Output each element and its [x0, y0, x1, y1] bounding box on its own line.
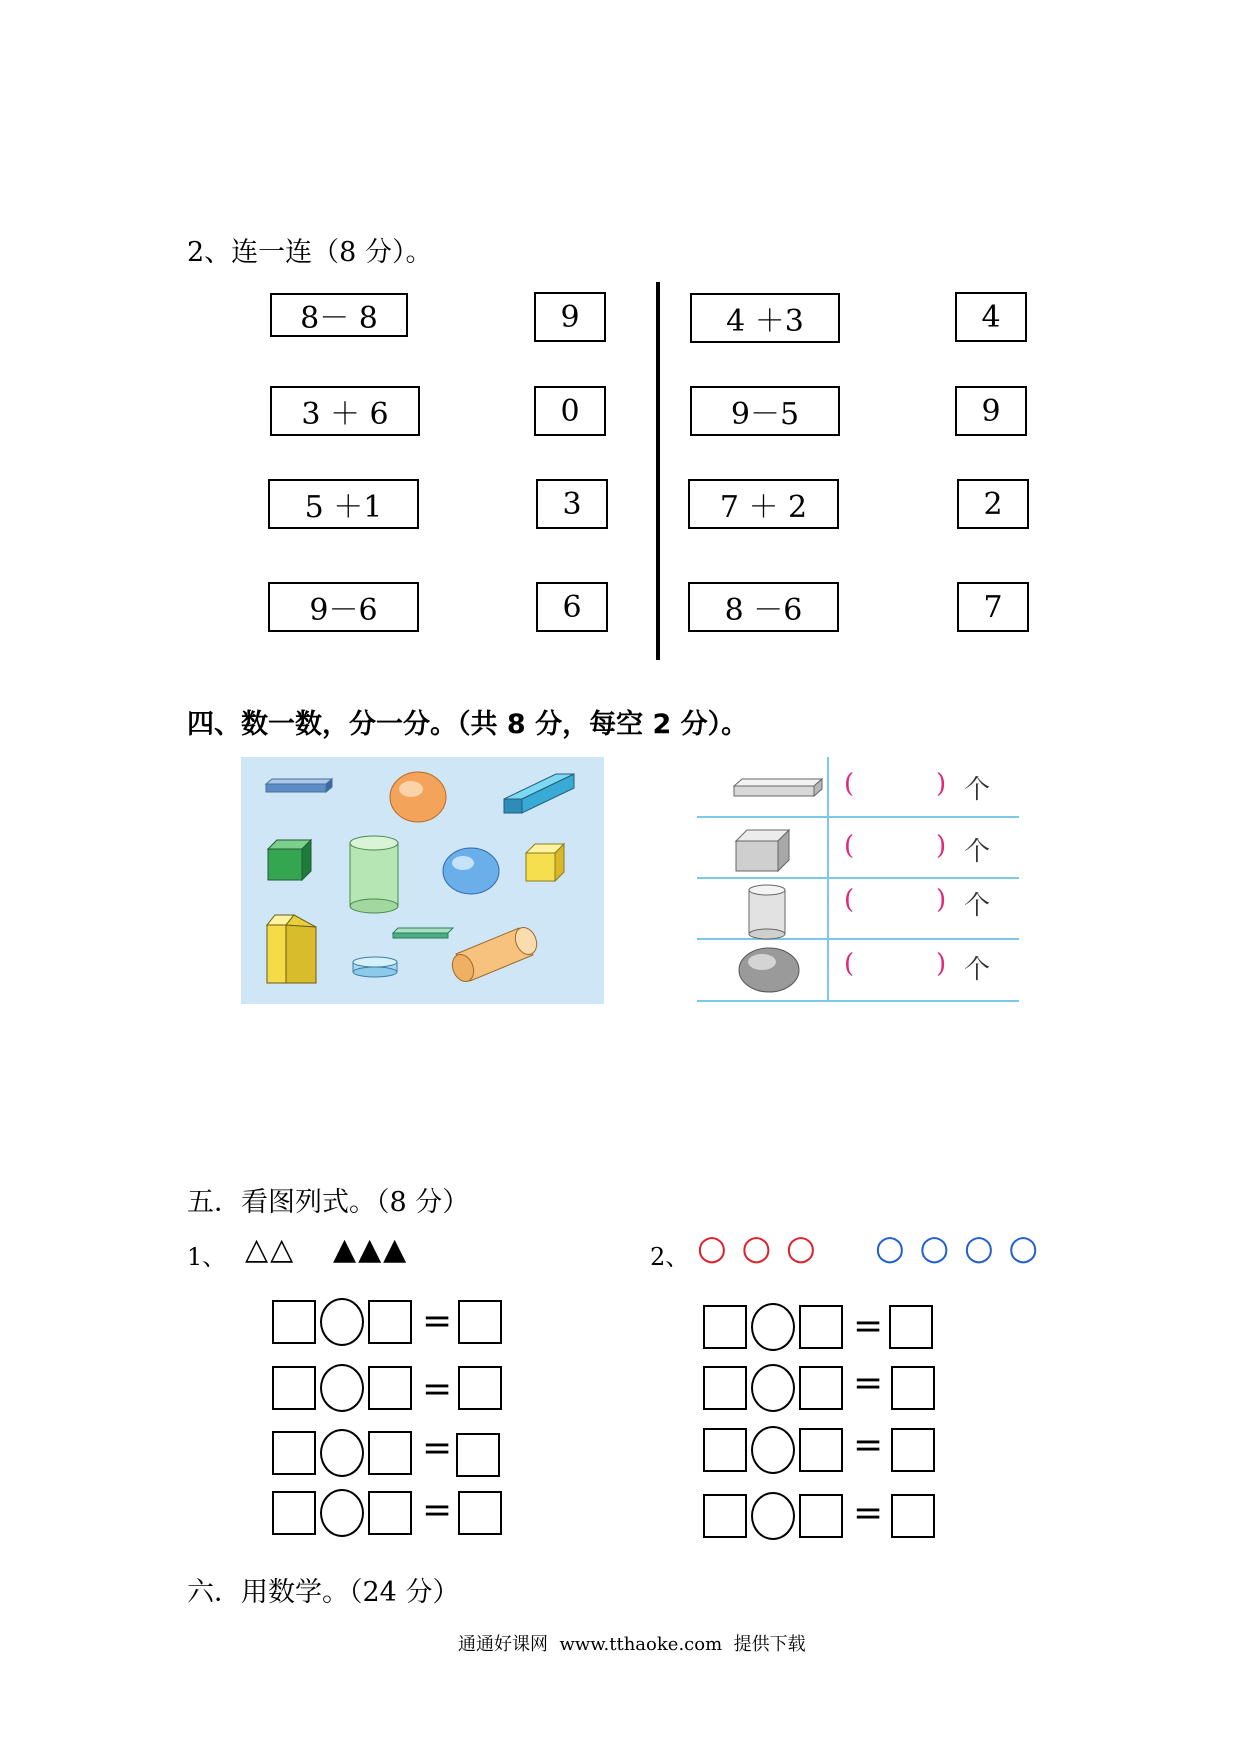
cube-icon	[736, 830, 789, 871]
equation-row	[703, 1426, 943, 1478]
left-expression-box[interactable]	[270, 386, 420, 436]
yellow-cube-icon	[526, 844, 564, 881]
result-box[interactable]	[458, 1300, 502, 1344]
number-box[interactable]	[703, 1494, 747, 1538]
operator-circle[interactable]	[320, 1489, 364, 1537]
count-row	[844, 949, 1014, 985]
answer-text: 9	[981, 393, 1001, 429]
unit-label: 个	[964, 775, 991, 805]
left-answer-box[interactable]	[534, 386, 606, 436]
number-box[interactable]	[799, 1366, 843, 1410]
operator-circle[interactable]	[751, 1364, 795, 1412]
right-answer-box[interactable]	[955, 386, 1027, 436]
flat-cuboid-icon	[266, 779, 332, 792]
expression-text: 3 ＋ 6	[301, 397, 389, 432]
result-box[interactable]	[891, 1428, 935, 1472]
equation-row	[703, 1492, 943, 1544]
equation-row	[272, 1429, 512, 1481]
answer-text: 4	[981, 299, 1001, 335]
blue-sphere-icon	[443, 848, 499, 894]
result-box[interactable]	[891, 1494, 935, 1538]
blue-circles: ○ ○ ○ ○	[875, 1228, 1041, 1268]
close-paren: )	[936, 769, 947, 799]
operator-circle[interactable]	[320, 1429, 364, 1477]
hollow-triangles: △△	[245, 1232, 296, 1267]
number-box[interactable]	[368, 1300, 412, 1344]
apply-section-title: 六．用数学。（24 分）	[187, 1577, 460, 1608]
number-box[interactable]	[799, 1494, 843, 1538]
operator-circle[interactable]	[751, 1426, 795, 1474]
equals-sign: =	[422, 1369, 453, 1410]
result-box[interactable]	[889, 1305, 933, 1349]
answer-blank[interactable]	[862, 831, 932, 863]
equation-section-title: 五．看图列式。（8 分）	[187, 1187, 470, 1218]
number-box[interactable]	[703, 1366, 747, 1410]
equation-row	[272, 1489, 512, 1541]
answer-text: 6	[562, 589, 582, 625]
right-answer-box[interactable]	[957, 582, 1029, 632]
green-cube-icon	[268, 840, 311, 880]
red-circles: ○ ○ ○	[697, 1228, 818, 1268]
right-expression-box[interactable]	[688, 582, 839, 632]
solid-triangles: ▲▲▲	[333, 1232, 409, 1267]
expression-text: 8 －6	[724, 593, 803, 628]
result-box[interactable]	[458, 1366, 502, 1410]
number-box[interactable]	[272, 1491, 316, 1535]
left-expression-box[interactable]	[268, 582, 419, 632]
answer-text: 2	[983, 486, 1003, 522]
count-table	[694, 757, 1024, 1004]
count-row	[844, 769, 1014, 805]
count-row	[844, 885, 1014, 921]
answer-blank[interactable]	[862, 885, 932, 917]
left-answer-box[interactable]	[534, 292, 606, 342]
answer-text: 9	[560, 299, 580, 335]
open-paren: (	[844, 949, 855, 979]
result-box[interactable]	[891, 1366, 935, 1410]
close-paren: )	[936, 949, 947, 979]
number-box[interactable]	[368, 1491, 412, 1535]
close-paren: )	[936, 885, 947, 915]
right-expression-box[interactable]	[690, 293, 840, 343]
equals-sign: =	[853, 1363, 884, 1404]
left-expression-box[interactable]	[270, 293, 408, 337]
expression-text: 9－5	[730, 397, 800, 432]
operator-circle[interactable]	[751, 1492, 795, 1540]
orange-sphere-icon	[390, 772, 446, 822]
shapes-picture	[241, 757, 604, 1004]
unit-label: 个	[964, 837, 991, 867]
number-box[interactable]	[703, 1305, 747, 1349]
number-box[interactable]	[368, 1431, 412, 1475]
number-box[interactable]	[272, 1366, 316, 1410]
result-box[interactable]	[456, 1433, 500, 1477]
result-box[interactable]	[458, 1491, 502, 1535]
equation-row	[703, 1303, 943, 1355]
equals-sign: =	[422, 1301, 453, 1342]
answer-blank[interactable]	[862, 769, 932, 801]
left-answer-box[interactable]	[536, 479, 608, 529]
open-paren: (	[844, 885, 855, 915]
connect-section-title: 2、连一连（8 分）。	[187, 237, 433, 268]
expression-text: 4 ＋3	[726, 304, 804, 339]
equals-sign: =	[853, 1306, 884, 1347]
operator-circle[interactable]	[320, 1298, 364, 1346]
answer-text: 3	[562, 486, 582, 522]
unit-label: 个	[964, 955, 991, 985]
answer-blank[interactable]	[862, 949, 932, 981]
expression-text: 5 ＋1	[304, 490, 383, 525]
right-answer-box[interactable]	[955, 292, 1027, 342]
operator-circle[interactable]	[320, 1364, 364, 1412]
number-box[interactable]	[703, 1428, 747, 1472]
answer-text: 7	[983, 589, 1003, 625]
number-box[interactable]	[799, 1428, 843, 1472]
equals-sign: =	[422, 1490, 453, 1531]
right-answer-box[interactable]	[957, 479, 1029, 529]
question-2-label: 2、	[650, 1243, 690, 1271]
column-divider	[656, 282, 660, 660]
equals-sign: =	[422, 1428, 453, 1469]
close-paren: )	[936, 831, 947, 861]
count-row	[844, 831, 1014, 867]
number-box[interactable]	[272, 1300, 316, 1344]
equals-sign: =	[853, 1425, 884, 1466]
answer-text: 0	[560, 393, 580, 429]
right-expression-box[interactable]	[690, 386, 840, 436]
equation-row	[272, 1364, 512, 1416]
yellow-cuboid-icon	[267, 915, 316, 983]
page-footer: 通通好课网 www.tthaoke.com 提供下载	[458, 1634, 806, 1655]
expression-text: 9－6	[309, 593, 378, 628]
equation-row	[272, 1298, 512, 1350]
expression-text: 8－ 8	[300, 301, 378, 336]
number-box[interactable]	[799, 1305, 843, 1349]
count-section-title: 四、数一数，分一分。（共 8 分，每空 2 分）。	[187, 709, 749, 740]
unit-label: 个	[964, 891, 991, 921]
question-1-label: 1、	[187, 1243, 227, 1271]
expression-text: 7 ＋ 2	[719, 490, 808, 525]
cylinder-icon	[749, 885, 785, 939]
sphere-icon	[739, 948, 799, 992]
flat-green-cuboid-icon	[393, 928, 453, 938]
right-expression-box[interactable]	[688, 479, 839, 529]
equals-sign: =	[853, 1493, 884, 1534]
green-cylinder-icon	[350, 836, 398, 913]
cuboid-icon	[734, 779, 822, 796]
operator-circle[interactable]	[751, 1303, 795, 1351]
open-paren: (	[844, 769, 855, 799]
left-expression-box[interactable]	[268, 479, 419, 529]
left-answer-box[interactable]	[536, 582, 608, 632]
open-paren: (	[844, 831, 855, 861]
number-box[interactable]	[368, 1366, 412, 1410]
number-box[interactable]	[272, 1431, 316, 1475]
disc-cylinder-icon	[353, 957, 397, 977]
equation-row	[703, 1364, 943, 1416]
